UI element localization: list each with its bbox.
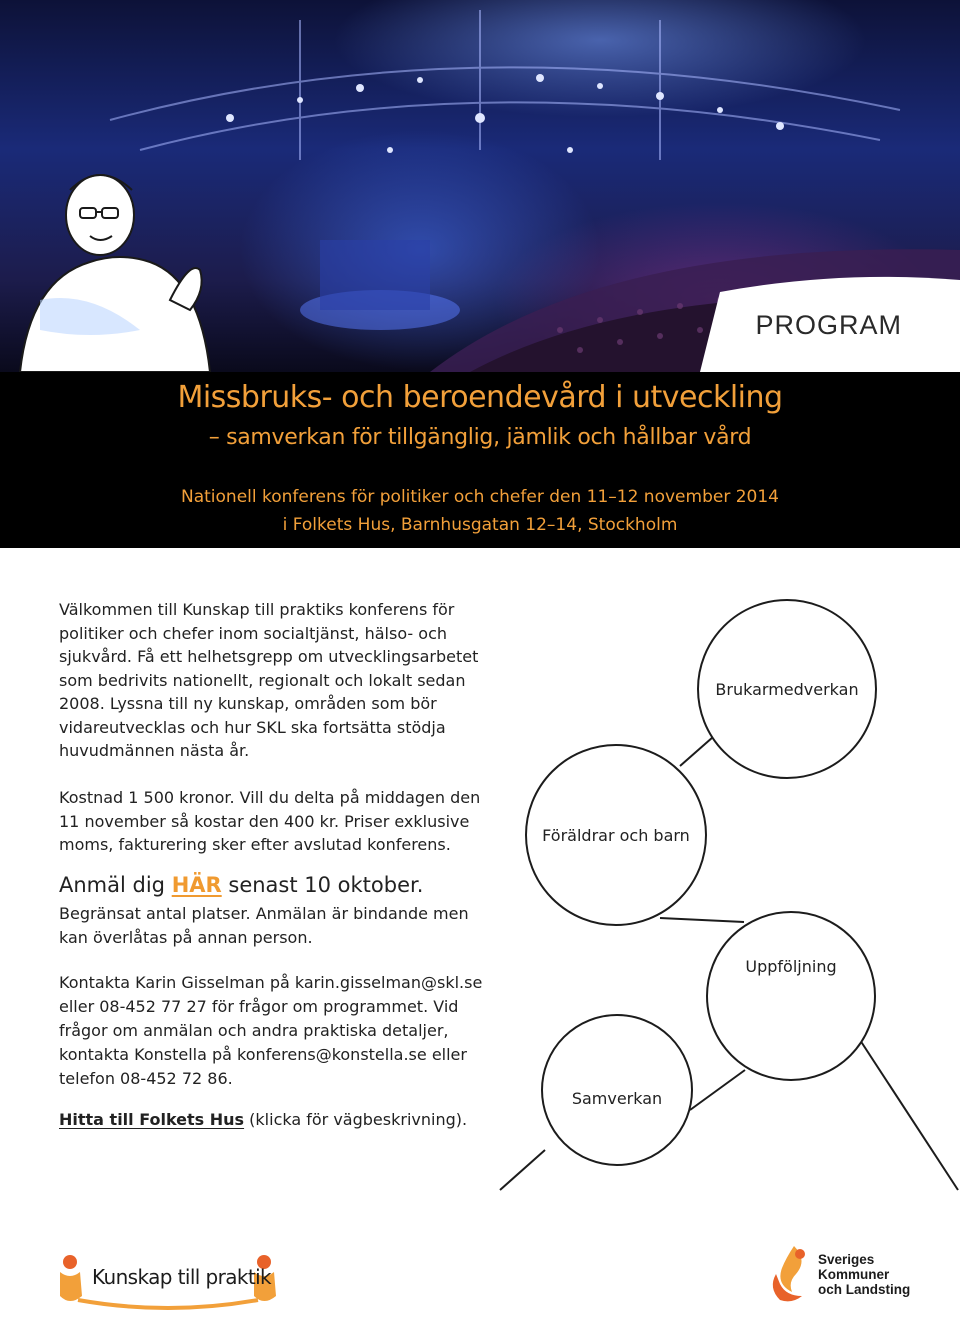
diagram-node-label: Uppföljning — [745, 957, 837, 976]
kunskap-till-praktik-logo — [58, 1250, 278, 1312]
connector-line — [860, 1040, 958, 1190]
directions-line — [59, 1110, 467, 1129]
skl-logo — [766, 1244, 916, 1304]
connector-line — [500, 1150, 545, 1190]
event-line-1: Nationell konferens för politiker och chefer den 11–12 november 2014 — [181, 487, 779, 507]
intro-paragraph: Välkommen till Kunskap till praktiks konferens för politiker och chefer inom socialtjänst, hälso- och sjukvård. Få ett helhetsgrepp om utvecklingsarbetet som bedrivits nationellt, regionalt och lokalt sedan 2008. Lyssna till ny kunskap, områden som bör vidareutvecklas och hur SKL ska fortsätta stödja huvudmännen nästa år. — [59, 600, 479, 760]
diagram-node-foraldrar-och-barn — [525, 744, 707, 926]
directions-link[interactable]: Hitta till Folkets Hus — [59, 1110, 245, 1129]
signup-prefix: Anmäl dig — [59, 873, 166, 897]
logo-right-text — [818, 1252, 910, 1297]
connector-line — [690, 1070, 745, 1110]
event-details — [0, 483, 960, 539]
cost-paragraph: Kostnad 1 500 kronor. Vill du delta på middagen den 11 november så kostar den 400 kr. Priser exklusive moms, fakturering sker efter avslutad konferens. — [59, 788, 481, 854]
diagram-node-label: Brukarmedverkan — [715, 679, 859, 699]
page-subtitle: – samverkan för tillgänglig, jämlik och hållbar vård — [208, 425, 752, 450]
directions-note: (klicka för vägbeskrivning). — [249, 1110, 468, 1129]
logo-right-line-1: Sveriges — [818, 1252, 875, 1267]
diagram-node-uppfoljning — [706, 911, 876, 1081]
logo-left-text: Kunskap till praktik — [92, 1265, 272, 1289]
diagram-node-label: Samverkan — [571, 1088, 663, 1108]
contact-paragraph: Kontakta Karin Gisselman på karin.gisselman@skl.se eller 08-452 77 27 för frågor om programmet. Vid frågor om anmälan och andra praktiska detaljer, kontakta Konstella på konferens@konstella.se eller telefon 08-452 72 86. — [59, 973, 483, 1088]
diagram-node-samverkan — [541, 1014, 693, 1166]
connector-line — [680, 737, 713, 766]
signup-link[interactable]: HÄR — [171, 873, 222, 897]
diagram-node-label: Föräldrar och barn — [542, 825, 690, 845]
program-label: PROGRAM — [755, 310, 902, 340]
hero-photo — [0, 0, 960, 372]
signup-suffix: senast 10 oktober. — [228, 873, 424, 897]
event-line-2: i Folkets Hus, Barnhusgatan 12–14, Stockholm — [282, 515, 678, 535]
title-banner — [0, 372, 960, 548]
logo-right-line-2: Kommuner — [818, 1267, 890, 1282]
signup-limit-text: Begränsat antal platser. Anmälan är bindande men kan överlåtas på annan person. — [59, 904, 469, 947]
page-title: Missbruks- och beroendevård i utveckling — [177, 380, 783, 415]
logo-right-line-3: och Landsting — [818, 1282, 911, 1297]
diagram-node-brukarmedverkan — [697, 599, 877, 779]
flame-icon — [766, 1244, 816, 1304]
connector-line — [660, 918, 744, 922]
signup-heading — [59, 873, 423, 897]
